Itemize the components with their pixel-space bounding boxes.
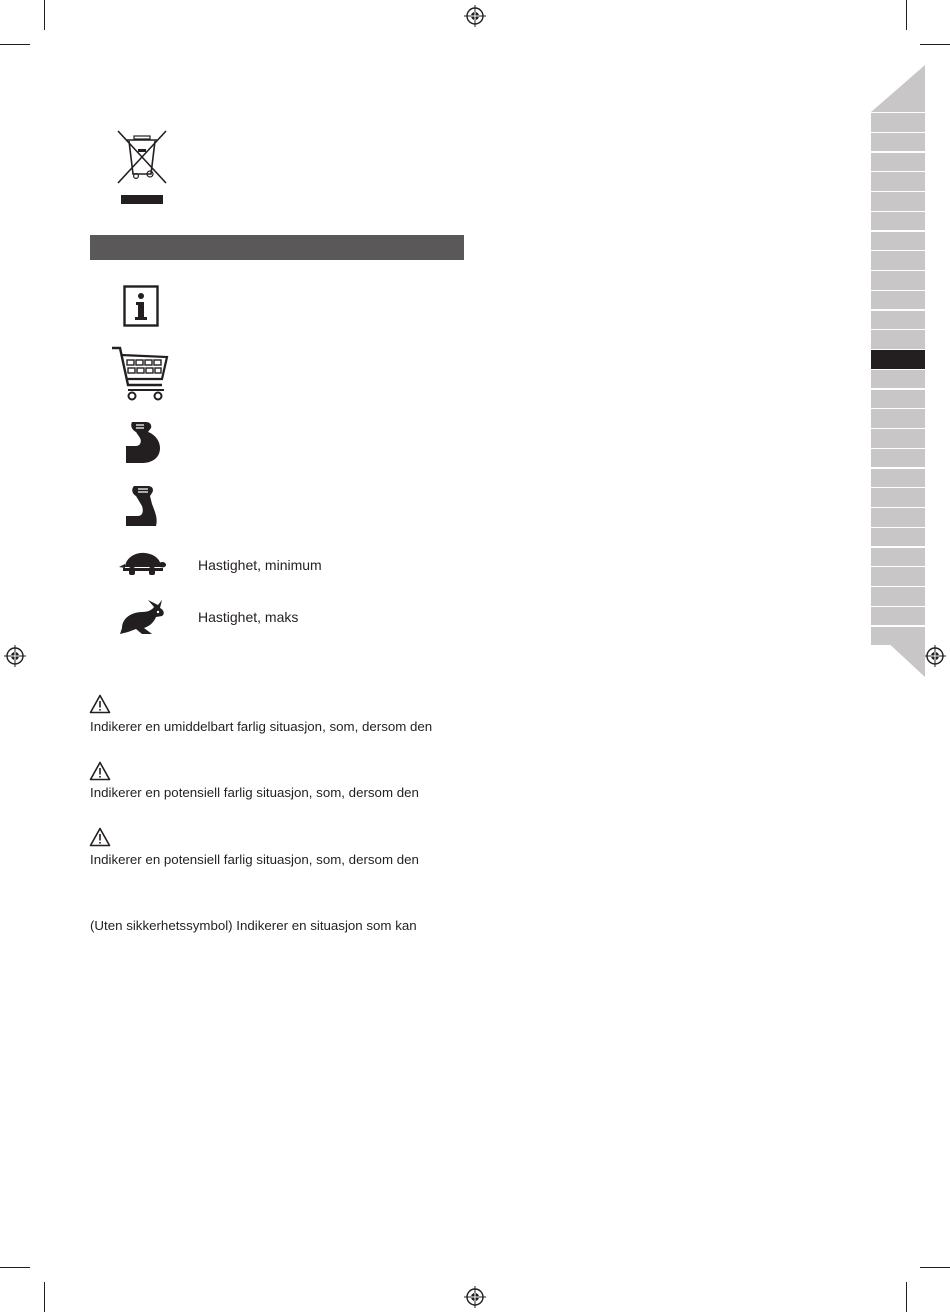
language-tab (871, 488, 925, 507)
language-tab (871, 153, 925, 172)
crop-mark (920, 44, 950, 45)
language-tab (871, 271, 925, 290)
warning-text: Indikerer en potensiell farlig situasjon, som, dersom den (90, 852, 419, 867)
tab-strip-bottom-triangle (871, 627, 925, 677)
language-tab (871, 311, 925, 330)
language-tab (871, 607, 925, 626)
turtle-icon (117, 550, 167, 578)
fist-arm-icon (122, 484, 162, 528)
warning-triangle-icon (89, 827, 111, 847)
warning-text: Indikerer en umiddelbart farlig situasjon, som, dersom den (90, 719, 433, 734)
language-tab (871, 567, 925, 586)
language-tab (871, 133, 925, 152)
language-tab (871, 429, 925, 448)
crop-mark (0, 44, 30, 45)
language-tab (871, 113, 925, 132)
language-tab (871, 370, 925, 389)
notice-text: (Uten sikkerhetssymbol) Indikerer en situasjon som kan (90, 918, 417, 933)
registration-mark-icon (924, 645, 946, 667)
registration-mark-icon (4, 645, 26, 667)
crossed-bin-icon (114, 128, 170, 208)
crop-mark (44, 1282, 45, 1312)
flexed-arm-icon (122, 420, 162, 464)
language-tab (871, 212, 925, 231)
registration-mark-icon (464, 1286, 486, 1308)
language-tab (871, 232, 925, 251)
symbol-label: Hastighet, maks (198, 609, 299, 625)
shopping-cart-icon (110, 345, 170, 401)
language-tab (871, 251, 925, 270)
language-tab (871, 449, 925, 468)
language-tab-strip (871, 65, 925, 677)
rabbit-icon (118, 598, 166, 636)
crop-mark (920, 1267, 950, 1268)
language-tab (871, 528, 925, 547)
registration-mark-icon (464, 5, 486, 27)
language-tab (871, 172, 925, 191)
crop-mark (0, 1267, 30, 1268)
language-tab (871, 587, 925, 606)
language-tab-active (871, 350, 925, 369)
language-tab (871, 291, 925, 310)
warning-triangle-icon (89, 694, 111, 714)
symbol-label: Hastighet, minimum (198, 557, 322, 573)
language-tab (871, 508, 925, 527)
language-tab (871, 409, 925, 428)
warning-text: Indikerer en potensiell farlig situasjon, som, dersom den (90, 785, 419, 800)
warning-triangle-icon (89, 761, 111, 781)
crop-mark (906, 1282, 907, 1312)
language-tab (871, 548, 925, 567)
crop-mark (44, 0, 45, 30)
info-icon (123, 285, 159, 327)
language-tab (871, 192, 925, 211)
crop-mark (906, 0, 907, 30)
language-tab (871, 330, 925, 349)
language-tab (871, 390, 925, 409)
language-tab (871, 469, 925, 488)
tab-strip-top-triangle (871, 65, 925, 112)
section-header-bar (90, 235, 464, 260)
